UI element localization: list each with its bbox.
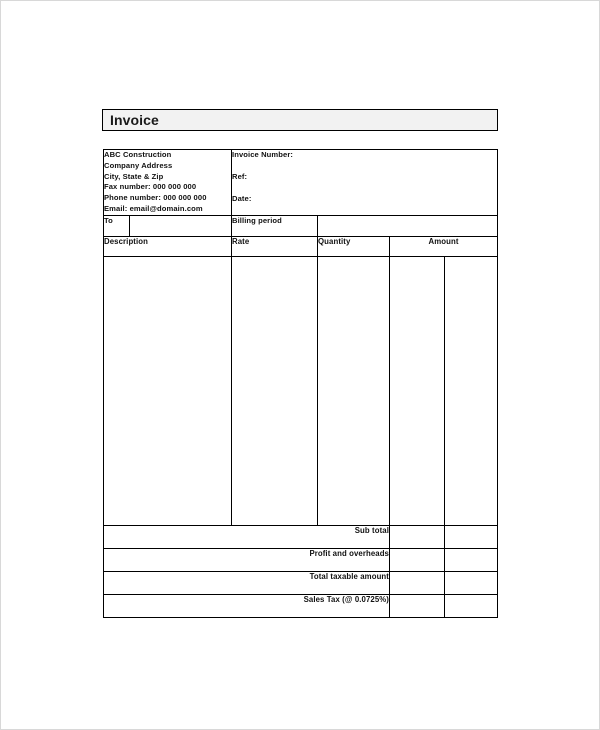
total-label-sales-tax: Sales Tax (@ 0.0725%): [104, 594, 390, 617]
company-name: ABC Construction: [104, 150, 172, 159]
company-address: Company Address: [104, 160, 173, 170]
totals-row: [104, 525, 498, 548]
line-items-amount-total-area[interactable]: [445, 256, 498, 525]
company-city-state-zip: City, State & Zip: [104, 171, 164, 181]
company-fax: Fax number: 000 000 000: [104, 182, 197, 192]
totals-row: [104, 594, 498, 617]
column-header-quantity: Quantity: [318, 236, 390, 256]
line-items-body-row: [104, 256, 498, 525]
billing-period-field[interactable]: [318, 215, 498, 236]
billing-period-label: Billing period: [232, 215, 318, 236]
company-email: Email: email@domain.com: [104, 203, 203, 213]
to-label: To: [104, 215, 130, 236]
total-value-profit-and-overheads[interactable]: [390, 548, 445, 571]
company-phone: Phone number: 000 000 000: [104, 193, 207, 203]
invoice-ref-label: Ref:: [232, 172, 248, 181]
document-title-bar: [102, 109, 498, 131]
company-info-cell: [104, 150, 232, 216]
total-extra-sales-tax[interactable]: [445, 594, 498, 617]
recipient-row: [104, 215, 498, 236]
total-value-sub-total[interactable]: [390, 525, 445, 548]
totals-row: [104, 571, 498, 594]
invoice-number-label: Invoice Number:: [232, 150, 293, 159]
invoice-table: [103, 149, 498, 618]
line-items-amount-area[interactable]: [390, 256, 445, 525]
line-items-description-area[interactable]: [104, 256, 232, 525]
totals-row: [104, 548, 498, 571]
line-items-rate-area[interactable]: [232, 256, 318, 525]
total-extra-profit-and-overheads[interactable]: [445, 548, 498, 571]
total-value-sales-tax[interactable]: [390, 594, 445, 617]
column-header-amount: Amount: [390, 236, 498, 256]
column-header-description: Description: [104, 236, 232, 256]
total-value-total-taxable-amount[interactable]: [390, 571, 445, 594]
total-extra-sub-total[interactable]: [445, 525, 498, 548]
header-row: [104, 150, 498, 216]
line-items-quantity-area[interactable]: [318, 256, 390, 525]
to-field[interactable]: [130, 215, 232, 236]
total-label-total-taxable-amount: Total taxable amount: [104, 571, 390, 594]
total-label-sub-total: Sub total: [104, 525, 390, 548]
column-header-rate: Rate: [232, 236, 318, 256]
page-bottom-crop: [1, 630, 600, 730]
line-items-header-row: [104, 236, 498, 256]
invoice-date-label: Date:: [232, 194, 252, 203]
total-label-profit-and-overheads: Profit and overheads: [104, 548, 390, 571]
page-title: Invoice: [110, 112, 159, 128]
invoice-meta-cell[interactable]: [232, 150, 498, 216]
total-extra-total-taxable-amount[interactable]: [445, 571, 498, 594]
